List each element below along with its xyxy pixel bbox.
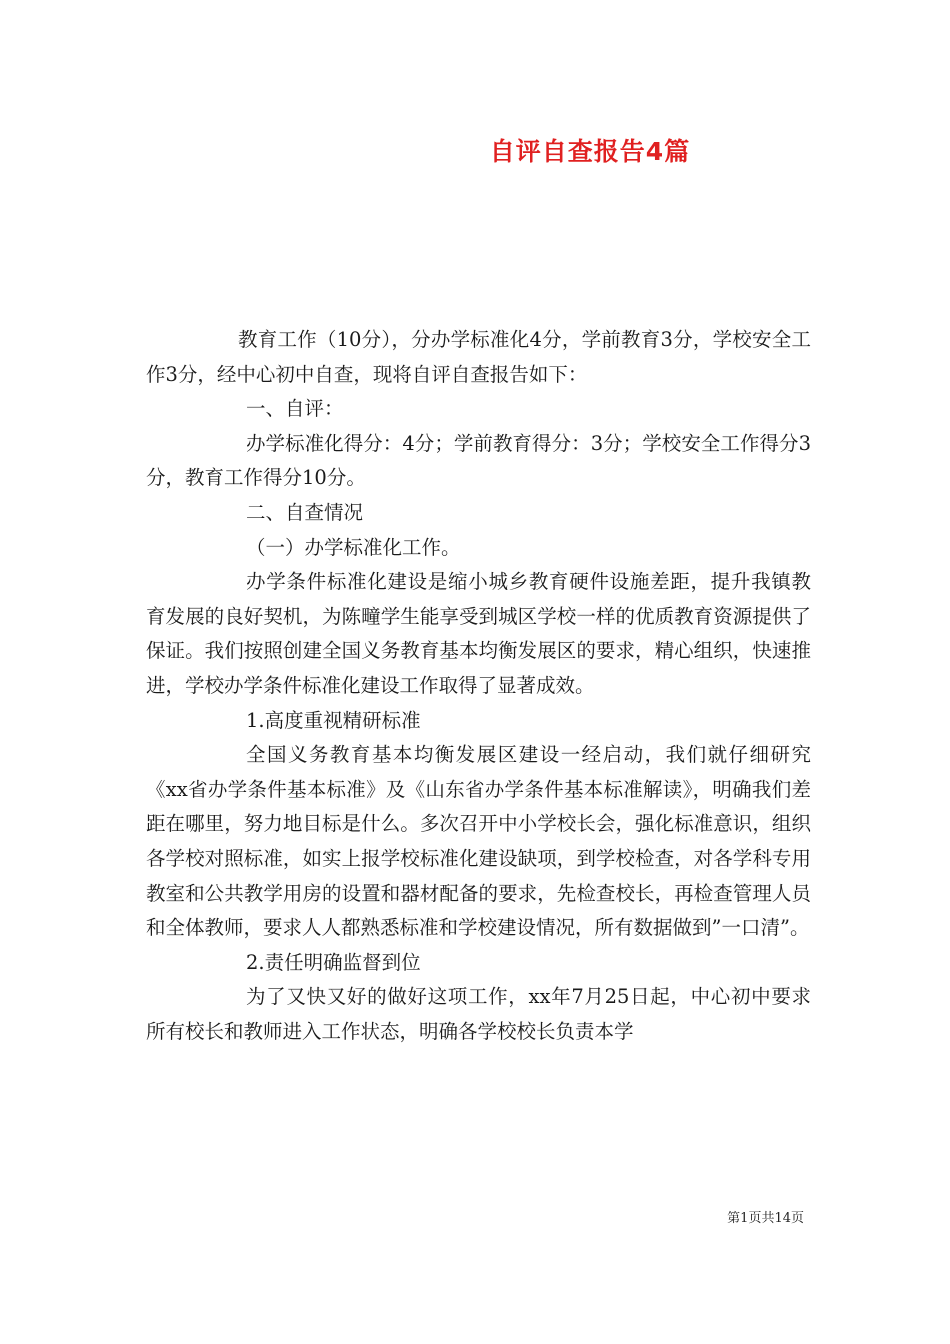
subheading-responsibility: 2.责任明确监督到位	[246, 950, 421, 974]
paragraph-standardization: 办学条件标准化建设是缩小城乡教育硬件设施差距，提升我镇教育发展的良好契机，为陈疃学生能享受到城区学校一样的优质教育资源提供了保证。我们按照创建全国义务教育基本均衡发展区的要求，精心组织，快速推进，学校办学条件标准化建设工作取得了显著成效。	[146, 570, 811, 697]
document-body	[146, 323, 811, 1049]
paragraph-responsibility: 为了又快又好的做好这项工作，xx年7月25日起，中心初中要求所有校长和教师进入工作状态，明确各学校校长负责本学	[146, 985, 811, 1043]
subheading-standardization: （一）办学标准化工作。	[246, 535, 461, 559]
paragraph-intro: 教育工作（10分），分办学标准化4分，学前教育3分，学校安全工作3分，经中心初中自查，现将自评自查报告如下：	[146, 328, 811, 386]
heading-self-inspection: 二、自查情况	[246, 500, 364, 524]
paragraph-scores: 办学标准化得分：4分；学前教育得分：3分；学校安全工作得分3分，教育工作得分10分。	[146, 431, 811, 490]
paragraph-standards: 全国义务教育基本均衡发展区建设一经启动，我们就仔细研究《xx省办学条件基本标准》及《山东省办学条件基本标准解读》，明确我们差距在哪里，努力地目标是什么。多次召开中小学校长会，强化标准意识，组织各学校对照标准，如实上报学校标准化建设缺项，到学校检查，对各学科专用教室和公共教学用房的设置和器材配备的要求，先检查校长，再检查管理人员和全体教师，要求人人都熟悉标准和学校建设情况，所有数据做到”一口清”。	[146, 743, 811, 940]
subheading-standards: 1.高度重视精研标准	[246, 708, 421, 732]
heading-self-evaluation: 一、自评：	[246, 397, 344, 421]
page-footer: 第1页共14页	[727, 1211, 804, 1226]
document-title: 自评自查报告4篇	[489, 137, 691, 166]
